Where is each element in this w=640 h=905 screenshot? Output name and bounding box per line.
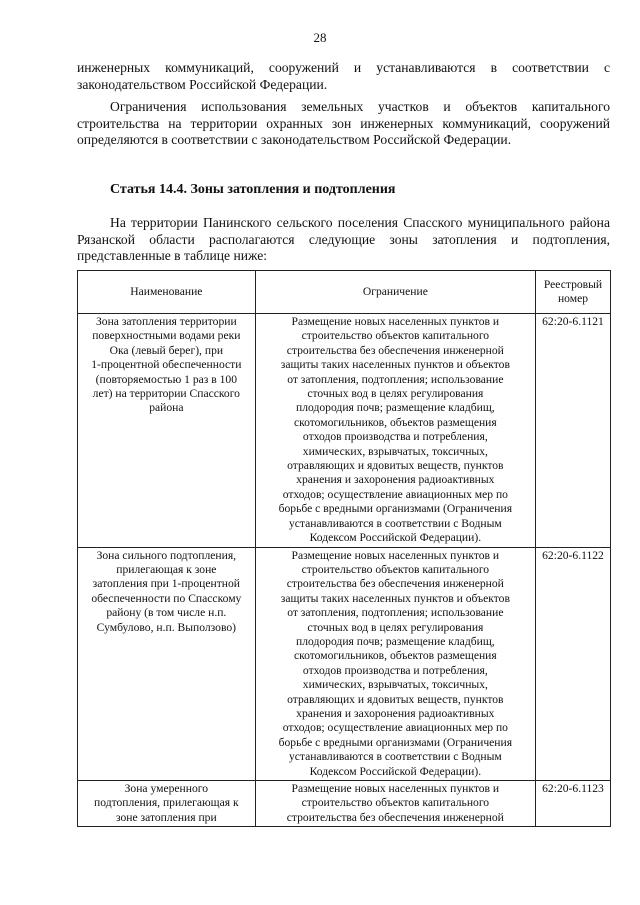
paragraph-continuation: инженерных коммуникаций, сооружений и устанавливаются в соответствии с законодательством Российской Федерации. <box>77 60 610 92</box>
zones-table <box>77 270 611 827</box>
paragraph-restrictions: Ограничения использования земельных участков и объектов капитального строительства на территории охранных зон инженерных коммуникаций, сооружений определяются в соответствии с законодательством Российской Федерации. <box>77 99 610 147</box>
zone-name: Зона затопления территории поверхностными водами реки Ока (левый берег), при 1-процентной обеспеченности (повторяемостью 1 раз в 100 лет) на территории Спасского района <box>78 314 256 548</box>
zone-restriction: Размещение новых населенных пунктов и строительство объектов капитального строительства без обеспечения инженерной защиты таких населенных пунктов и объектов от затопления, подтопления; использование сточных вод в целях регулирования плодородия почв; размещение кладбищ, скотомогильников, объектов размещения отходов производства и потребления, химических, взрывчатых, токсичных, отравляющих и ядовитых веществ, пунктов хранения и захоронения радиоактивных отходов; осуществление авиационных мер по борьбе с вредными организмами (Ограничения устанавливаются в соответствии с Водным Кодексом Российской Федерации). <box>255 314 535 548</box>
table-row <box>78 547 611 781</box>
table-row <box>78 314 611 548</box>
zone-restriction: Размещение новых населенных пунктов и строительство объектов капитального строительства без обеспечения инженерной <box>255 781 535 827</box>
header-restriction: Ограничение <box>255 271 535 314</box>
table-row <box>78 781 611 827</box>
intro-paragraph: На территории Панинского сельского поселения Спасского муниципального района Рязанской области располагаются следующие зоны затопления и подтопления, представленные в таблице ниже: <box>77 215 610 263</box>
header-registry: Реестровый номер <box>536 271 611 314</box>
zone-registry-number: 62:20-6.1121 <box>536 314 611 548</box>
zone-registry-number: 62:20-6.1123 <box>536 781 611 827</box>
zone-name: Зона умеренного подтопления, прилегающая к зоне затопления при <box>78 781 256 827</box>
table-header-row <box>78 271 611 314</box>
article-heading: Статья 14.4. Зоны затопления и подтопления <box>110 182 396 197</box>
header-name: Наименование <box>78 271 256 314</box>
zone-registry-number: 62:20-6.1122 <box>536 547 611 781</box>
page-number: 28 <box>313 30 327 45</box>
zone-restriction: Размещение новых населенных пунктов и строительство объектов капитального строительства без обеспечения инженерной защиты таких населенных пунктов и объектов от затопления, подтопления; использование сточных вод в целях регулирования плодородия почв; размещение кладбищ, скотомогильников, объектов размещения отходов производства и потребления, химических, взрывчатых, токсичных, отравляющих и ядовитых веществ, пунктов хранения и захоронения радиоактивных отходов; осуществление авиационных мер по борьбе с вредными организмами (Ограничения устанавливаются в соответствии с Водным Кодексом Российской Федерации). <box>255 547 535 781</box>
zone-name: Зона сильного подтопления, прилегающая к зоне затопления при 1-процентной обеспеченности по Спасскому району (в том числе н.п. Сумбулово, н.п. Выползово) <box>78 547 256 781</box>
